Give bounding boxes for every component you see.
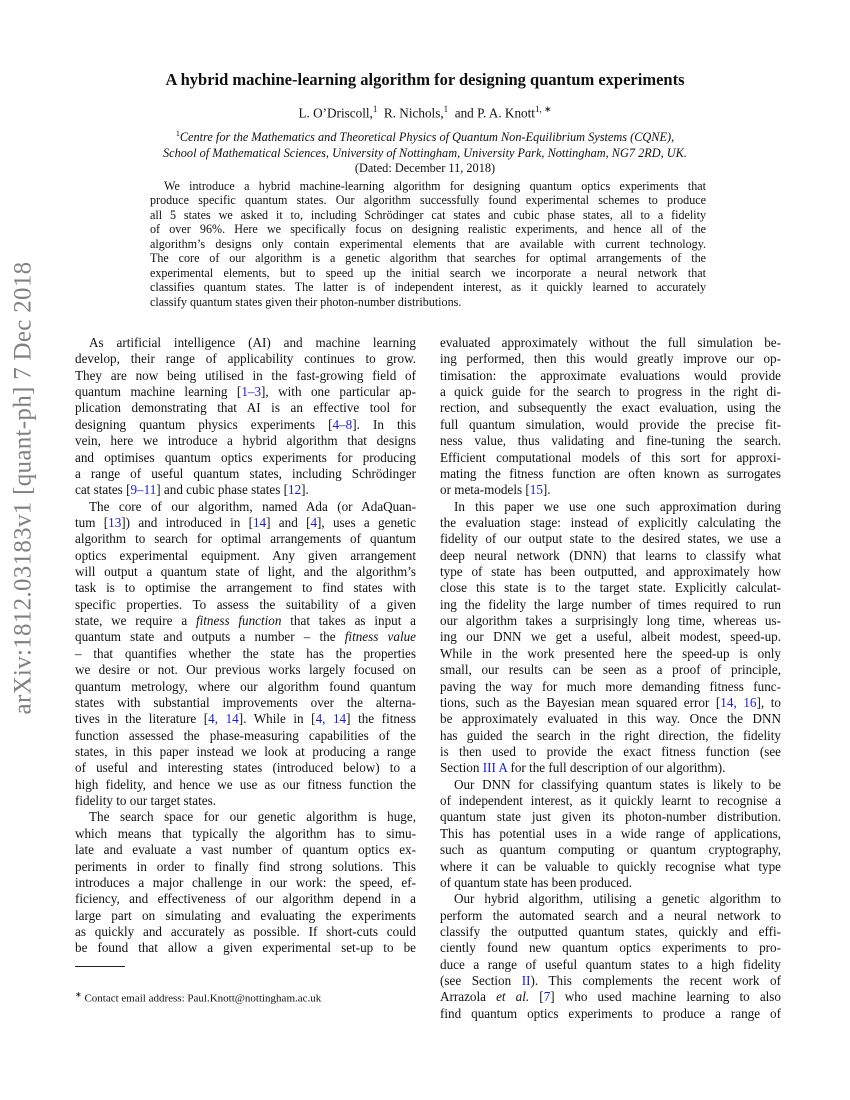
text-run: type of state has been outputted, and approximately how xyxy=(440,564,781,580)
text-line xyxy=(75,515,416,531)
text-line xyxy=(75,433,416,449)
text-run: This has potential uses in a wide range of applications, xyxy=(440,825,781,841)
abstract-line: The core of our algorithm is a genetic algorithm that searches for optimal arrangements of the xyxy=(150,251,706,266)
text-line xyxy=(75,744,416,760)
text-run: has guided the search in the right direction, the fidelity xyxy=(440,727,781,743)
author-name: and P. A. Knott xyxy=(454,105,535,121)
text-run: algorithm to search for optimal arrangements of quantum xyxy=(75,531,416,547)
arxiv-identifier-text: arXiv:1812.03183v1 [quant-ph] 7 Dec 2018 xyxy=(9,261,37,715)
text-line xyxy=(75,466,416,482)
text-run: or meta-models [ xyxy=(440,482,530,498)
text-run: ]. In this xyxy=(352,416,417,432)
text-line xyxy=(440,809,781,825)
text-run: ing the fidelity the large number of times required to run xyxy=(440,596,781,612)
text-line xyxy=(75,531,416,547)
text-line xyxy=(440,924,781,940)
text-line xyxy=(440,973,781,989)
text-line xyxy=(440,891,781,907)
text-line xyxy=(440,646,781,662)
text-run: plication demonstrating that AI is an effective tool for xyxy=(75,400,416,416)
text-run: function assessed the phase-measuring capabilities of the xyxy=(75,727,416,743)
text-run: tum [ xyxy=(75,514,109,530)
text-line xyxy=(440,515,781,531)
text-run: duce a range of useful quantum states to a high fidelity xyxy=(440,956,781,972)
text-line xyxy=(440,368,781,384)
text-line xyxy=(440,679,781,695)
text-line xyxy=(75,793,416,809)
text-run: high fidelity, and hence we use as our fitness function the xyxy=(75,776,416,792)
text-line xyxy=(440,777,781,793)
text-run: ], uses a genetic xyxy=(317,514,416,530)
text-run: large part on simulating and evaluating the experiments xyxy=(75,907,416,923)
text-line xyxy=(440,760,781,776)
text-line xyxy=(75,679,416,695)
text-run: cat states [ xyxy=(75,482,131,498)
text-run: perform the automated search and a neural network to xyxy=(440,907,781,923)
text-line xyxy=(440,629,781,645)
text-run: of independent interest, as it quickly learnt to recognise a xyxy=(440,793,781,809)
body-column-left xyxy=(75,335,416,957)
text-run: Efficient computational models of this sort for approxi- xyxy=(440,449,781,465)
text-line xyxy=(440,531,781,547)
text-run: [ xyxy=(529,989,544,1005)
text-run: ] and [ xyxy=(266,514,311,530)
text-line xyxy=(440,400,781,416)
emphasis-text: fitness function xyxy=(195,613,282,629)
text-line xyxy=(440,989,781,1005)
emphasis-text: et al. xyxy=(496,989,530,1005)
author-affiliation-mark: 1, ∗ xyxy=(534,104,552,114)
text-run: specific properties. To assess the suitability of a given xyxy=(75,596,416,612)
text-run: quantum machine learning [ xyxy=(75,384,242,400)
text-run: the evaluation stage: instead of explicitly calculating the xyxy=(440,514,781,530)
citation-link[interactable]: 1–3 xyxy=(241,384,262,400)
text-run: ]. xyxy=(301,482,309,498)
text-run: of useful and interesting states (introduced below) to a xyxy=(75,760,416,776)
text-line xyxy=(75,351,416,367)
citation-link[interactable]: 4 xyxy=(310,514,318,530)
citation-link[interactable]: 9–11 xyxy=(130,482,157,498)
text-line xyxy=(75,760,416,776)
citation-link[interactable]: 14, 16 xyxy=(720,694,757,710)
text-line xyxy=(440,417,781,433)
text-run: where it can be valuable to quickly recognise what type xyxy=(440,858,781,874)
text-run: rection, and subsequently the exact evaluation, using the xyxy=(440,400,781,416)
text-line xyxy=(75,695,416,711)
text-line xyxy=(440,351,781,367)
text-run: ]. xyxy=(542,482,551,498)
footnote-text: Contact email address: Paul.Knott@nottingham.ac.uk xyxy=(84,992,322,1005)
abstract-line: of over 96%. Here we specifically focus on designing realistic experiments, and hence all of the xyxy=(150,222,706,237)
text-line xyxy=(75,875,416,891)
text-line xyxy=(440,597,781,613)
text-line xyxy=(75,891,416,907)
text-line xyxy=(440,957,781,973)
text-run: quantum state and outputs a number – the xyxy=(75,629,345,645)
text-line xyxy=(75,564,416,580)
text-line xyxy=(75,482,416,498)
text-run: develop, their range of applicability continues to grow. xyxy=(75,351,416,367)
abstract-line: classify quantum states given their photon-number distributions. xyxy=(150,294,462,309)
text-line xyxy=(75,384,416,400)
paper-title: A hybrid machine-learning algorithm for designing quantum experiments xyxy=(165,70,685,89)
text-line xyxy=(440,1006,781,1022)
text-run: vein, here we introduce a hybrid algorithm that designs xyxy=(75,433,416,449)
text-run: designing quantum physics experiments [ xyxy=(75,416,333,432)
text-run: our algorithm takes a surprisingly long time, whereas us- xyxy=(440,613,781,629)
text-run: ]) and introduced in [ xyxy=(121,514,253,530)
text-line xyxy=(440,580,781,596)
text-run: tives in the literature [ xyxy=(75,711,209,727)
text-run: a quick guide for the search to progress in the right di- xyxy=(440,384,781,400)
text-run: for the full description of our algorithm). xyxy=(507,760,726,776)
affiliation-mark: 1 xyxy=(175,129,180,138)
text-run: small, our results can be seen as a proof of principle, xyxy=(440,662,781,678)
text-line xyxy=(75,629,416,645)
text-run: While in the work presented here the speed-up is only xyxy=(440,645,781,661)
text-run: mating the fitness function are often known as surrogates xyxy=(440,465,781,481)
text-line xyxy=(75,335,416,351)
footnote-mark: ∗ xyxy=(75,990,82,999)
text-line xyxy=(440,482,781,498)
affiliation-block xyxy=(0,126,850,177)
text-run: periments in order to finally find strong solutions. This xyxy=(75,858,416,874)
text-run: of quantum state has been produced. xyxy=(440,874,632,890)
text-run: ficiency, and effectiveness of our algorithm depend in a xyxy=(75,891,416,907)
text-run: will output a quantum state of light, and the algorithm’s xyxy=(75,564,416,580)
text-run: Our hybrid algorithm, utilising a genetic algorithm to xyxy=(454,891,781,907)
text-line xyxy=(75,580,416,596)
text-run: paving the way for much more demanding fitness func- xyxy=(440,678,781,694)
text-line xyxy=(440,384,781,400)
text-line xyxy=(75,548,416,564)
text-line xyxy=(440,613,781,629)
text-line xyxy=(75,924,416,940)
text-run: The search space for our genetic algorithm is huge, xyxy=(89,809,416,825)
author-list xyxy=(0,104,850,121)
text-run: such as quantum computing or quantum cryptography, xyxy=(440,842,781,858)
text-run: late and evaluate a vast number of quantum optics ex- xyxy=(75,842,416,858)
text-line xyxy=(440,875,781,891)
text-run: – that quantifies whether the state has the properties xyxy=(75,645,416,661)
text-run: (see Section xyxy=(440,973,522,989)
footnote-divider xyxy=(75,966,125,967)
text-line xyxy=(440,335,781,351)
text-run: is then used to provide the exact fitness function (see xyxy=(440,743,781,759)
abstract xyxy=(150,179,706,309)
text-run: ]. While in [ xyxy=(238,711,316,727)
text-line xyxy=(440,662,781,678)
text-run: fidelity to our target states. xyxy=(75,793,216,809)
footnote xyxy=(75,990,321,1005)
abstract-line: classifies quantum states. The latter is of independent interest, as it quickly learned to accurately xyxy=(150,280,706,295)
text-run: ], to xyxy=(756,694,781,710)
citation-link[interactable]: 4, 14 xyxy=(208,711,239,727)
text-run: ). This complements the recent work of xyxy=(530,973,781,989)
text-run: states, in this paper instead we look at producing a range xyxy=(75,743,416,759)
emphasis-text: fitness value xyxy=(344,629,417,645)
text-line xyxy=(75,908,416,924)
text-line xyxy=(75,940,416,956)
text-line xyxy=(440,826,781,842)
citation-link[interactable]: 12 xyxy=(288,482,302,498)
text-line xyxy=(75,859,416,875)
text-run: quantum metrology, where our algorithm found quantum xyxy=(75,678,416,694)
text-line xyxy=(440,728,781,744)
text-run: find quantum optics experiments to produce a range of xyxy=(440,1005,781,1021)
text-run: ing performed, then this would greatly improve our op- xyxy=(440,351,781,367)
abstract-line: algorithm’s designs only contain experimental elements that are available with current technology. xyxy=(150,236,706,251)
author-name: L. O’Driscoll, xyxy=(298,105,373,121)
text-run: They are now being utilised in the fast-growing field of xyxy=(75,367,416,383)
text-run: tions, such as the Bayesian mean squared error [ xyxy=(440,694,721,710)
text-line xyxy=(75,646,416,662)
body-column-right xyxy=(440,335,781,1022)
text-run: Our DNN for classifying quantum states is likely to be xyxy=(454,776,781,792)
citation-link[interactable]: 15 xyxy=(529,482,543,498)
text-run: ing our DNN we get a useful, albeit modest, speed-up. xyxy=(440,629,781,645)
text-run: deep neural network (DNN) that learns to classify what xyxy=(440,547,781,563)
text-line xyxy=(75,809,416,825)
text-line xyxy=(440,744,781,760)
text-line xyxy=(75,728,416,744)
text-run: timisation: the approximate evaluations would provide xyxy=(440,367,781,383)
arxiv-identifier-stamp xyxy=(5,261,41,715)
author-affiliation-mark: 1 xyxy=(443,104,449,114)
text-line xyxy=(440,564,781,580)
citation-link[interactable]: 4–8 xyxy=(332,416,353,432)
text-line xyxy=(440,466,781,482)
text-run: As artificial intelligence (AI) and machine learning xyxy=(89,335,416,350)
text-line xyxy=(75,613,416,629)
citation-link[interactable]: 7 xyxy=(543,989,551,1005)
text-line xyxy=(440,711,781,727)
text-line xyxy=(75,417,416,433)
text-line xyxy=(440,793,781,809)
text-run: introduces a major challenge in our work: the speed, ef- xyxy=(75,874,416,890)
text-run: quantum state just given its photon-number distribution. xyxy=(440,809,781,825)
text-run: evaluated approximately without the full simulation be- xyxy=(440,335,781,350)
text-run: a range of useful quantum states, including Schrödinger xyxy=(75,465,416,481)
text-run: ] and cubic phase states [ xyxy=(156,482,288,498)
text-line xyxy=(440,940,781,956)
text-run: ciently found new quantum optics experiments to pro- xyxy=(440,940,781,956)
text-line xyxy=(440,450,781,466)
text-line xyxy=(440,859,781,875)
text-line xyxy=(440,548,781,564)
text-run: Section xyxy=(440,760,483,776)
affiliation-line: Centre for the Mathematics and Theoretical Physics of Quantum Non-Equilibrium Systems (CQNE), xyxy=(179,130,675,145)
text-line xyxy=(75,368,416,384)
text-line xyxy=(440,499,781,515)
text-run: which means that typically the algorithm has to simu- xyxy=(75,825,416,841)
citation-link[interactable]: III A xyxy=(482,760,508,776)
text-run: fidelity of our output state to the desired states, we use a xyxy=(440,531,781,547)
text-run: classify the outputted quantum states, quickly and effi- xyxy=(440,923,781,939)
text-line xyxy=(75,499,416,515)
text-line xyxy=(75,450,416,466)
text-run: The core of our algorithm, named Ada (or AdaQuan- xyxy=(89,498,416,514)
text-line xyxy=(75,842,416,858)
citation-link[interactable]: 4, 14 xyxy=(315,711,347,727)
text-run: task is to optimise the arrangement to find states with xyxy=(75,580,416,596)
text-run: In this paper we use one such approximation during xyxy=(454,498,781,514)
text-run: as quickly and accurately as possible. If short-cuts could xyxy=(75,923,416,939)
text-run: ], with one particular ap- xyxy=(261,384,416,400)
text-line xyxy=(440,695,781,711)
text-run: that takes as input a xyxy=(281,613,417,629)
citation-link[interactable]: 14 xyxy=(252,514,267,530)
text-run: be approximately evaluated in this way. Once the DNN xyxy=(440,711,781,727)
text-line xyxy=(75,597,416,613)
author-affiliation-mark: 1 xyxy=(372,104,378,114)
text-run: ness value, thus validating and fine-tuning the search. xyxy=(440,433,781,449)
text-line xyxy=(75,711,416,727)
text-run: Arrazola xyxy=(440,989,497,1005)
text-run: close this state is to the target state. Explicitly calculat- xyxy=(440,580,781,596)
abstract-line: produce specific quantum states. Our algorithm successfully found experimental schemes to produce xyxy=(150,193,706,208)
text-run: ] the fitness xyxy=(346,711,416,727)
dated-line: (Dated: December 11, 2018) xyxy=(354,161,496,176)
text-line xyxy=(75,400,416,416)
text-line xyxy=(440,433,781,449)
text-line xyxy=(75,662,416,678)
abstract-line: experimental elements, but to speed up the initial search we incorporate a neural network that xyxy=(150,265,706,280)
text-run: ] who used machine learning to also xyxy=(550,989,781,1005)
text-run: state, we require a xyxy=(75,613,196,629)
affiliation-line: School of Mathematical Sciences, University of Nottingham, University Park, Nottingham, NG7 2RD, UK. xyxy=(163,145,687,160)
text-line xyxy=(440,842,781,858)
text-run: full quantum simulation, would provide the precise fit- xyxy=(440,416,781,432)
text-line xyxy=(440,908,781,924)
abstract-line: all 5 states we asked it to, including Schrödinger cat states and cubic phase states, all to a fidelity xyxy=(150,207,706,222)
text-line xyxy=(75,777,416,793)
text-run: states with substantial improvements over the alterna- xyxy=(75,694,416,710)
citation-link[interactable]: 13 xyxy=(108,514,122,530)
abstract-line: We introduce a hybrid machine-learning algorithm for designing quantum optics experiments that xyxy=(164,179,706,193)
text-run: we desire or not. Our previous works largely focused on xyxy=(75,662,416,678)
author-name: R. Nichols, xyxy=(383,105,444,121)
citation-link[interactable]: II xyxy=(521,973,531,989)
text-run: and optimises quantum optics experiments for producing xyxy=(75,449,416,465)
text-line xyxy=(75,826,416,842)
text-run: optics experimental equipment. Any given arrangement xyxy=(75,547,416,563)
text-run: be found that allow a given experimental set-up to be xyxy=(75,940,416,956)
